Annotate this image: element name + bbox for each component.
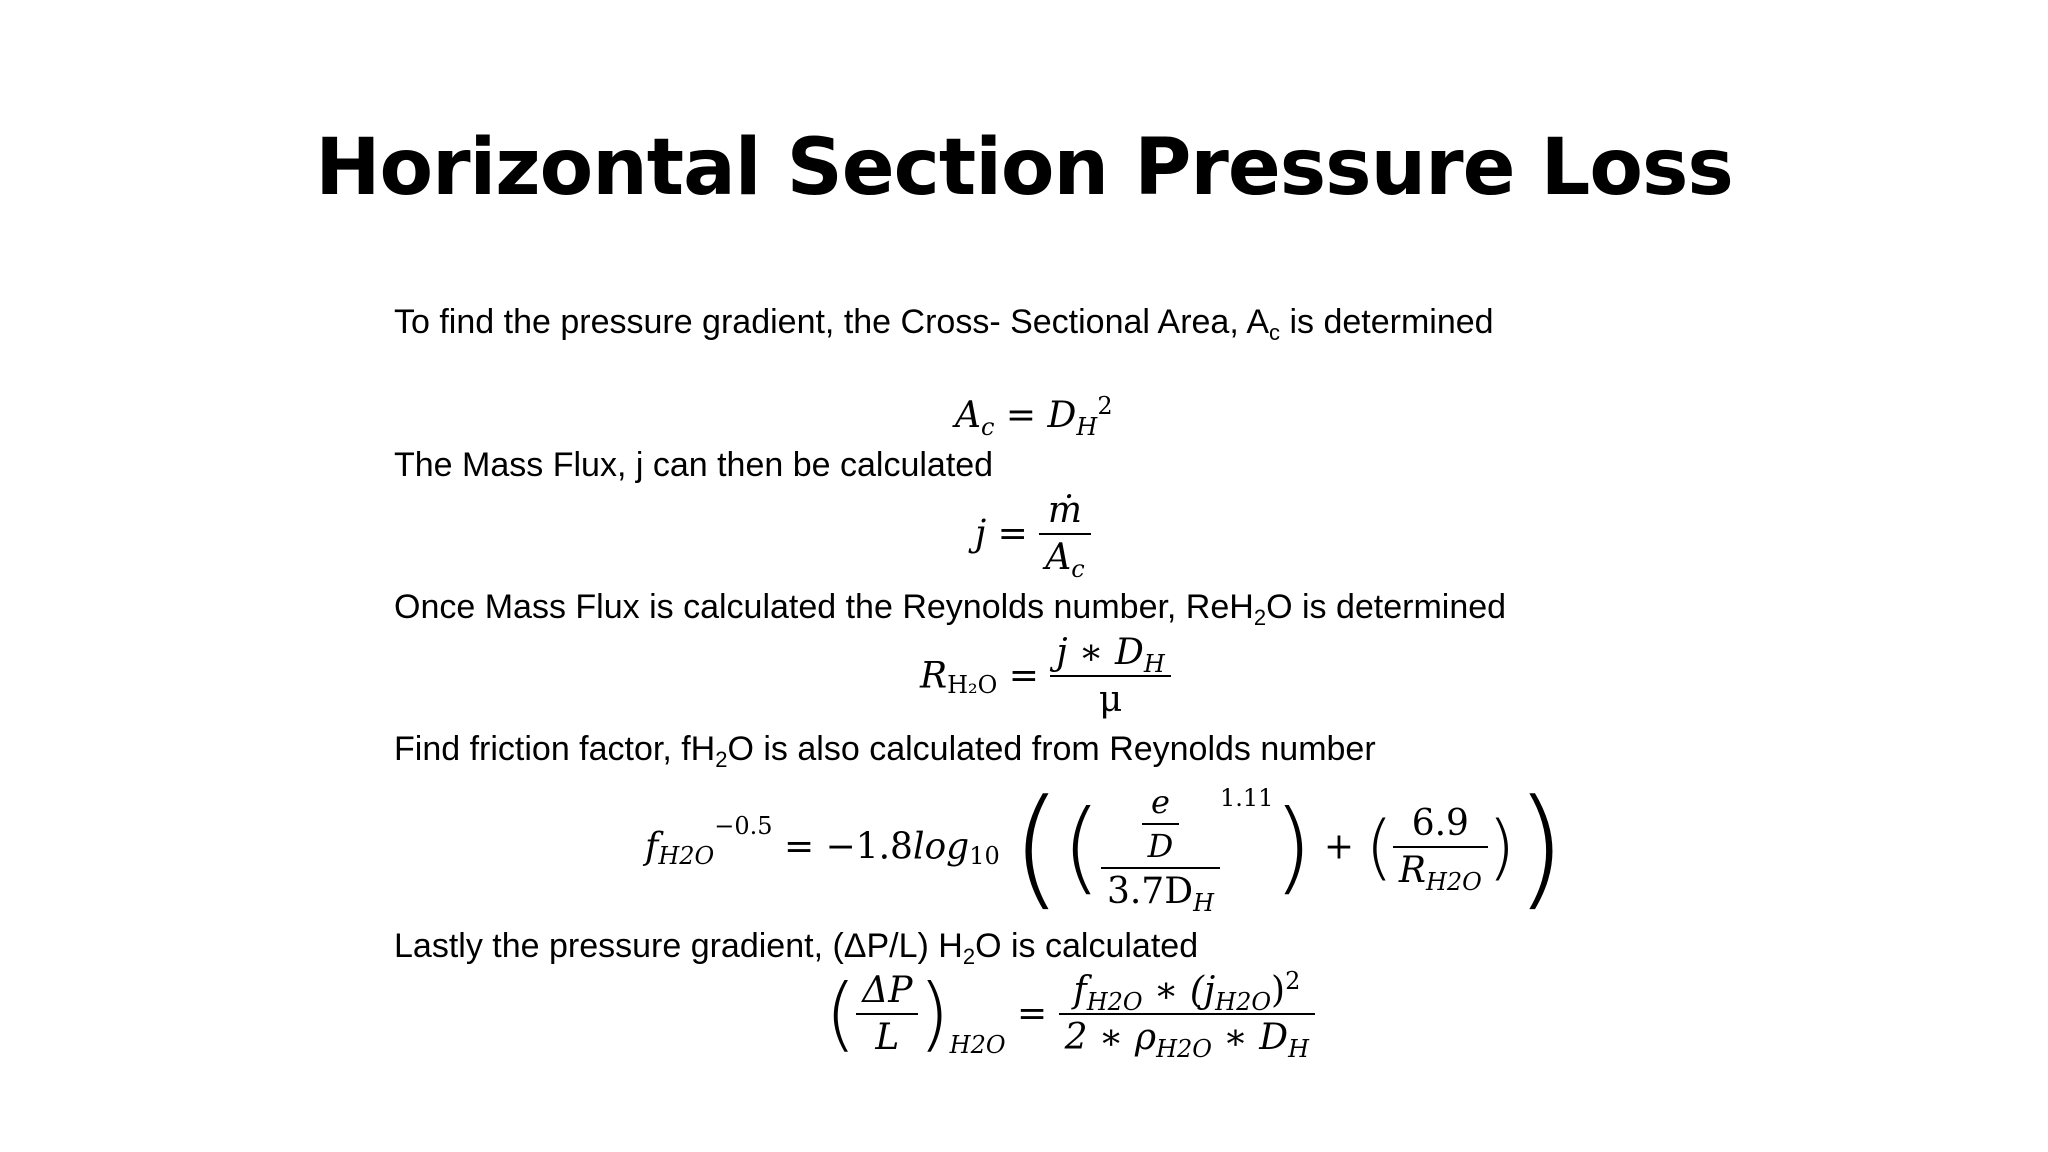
eq-operator: = bbox=[1017, 993, 1048, 1035]
eq-numerator bbox=[1101, 783, 1220, 869]
paren-open-inner: ( bbox=[1061, 788, 1101, 905]
eq-numerator: 6.9 bbox=[1393, 803, 1488, 848]
paren-open-r: ( bbox=[1365, 806, 1393, 888]
text-line-gradient bbox=[394, 926, 1199, 969]
slide-title: Horizontal Section Pressure Loss bbox=[315, 123, 1733, 213]
eq-subscript: H bbox=[1288, 1035, 1310, 1064]
eq-symbol: ∗ D bbox=[1211, 1017, 1289, 1058]
eq-subscript: H2O bbox=[658, 842, 715, 871]
eq-log: log bbox=[912, 826, 970, 868]
eq-symbol: j ∗ D bbox=[1056, 632, 1144, 673]
eq-fraction bbox=[1039, 490, 1090, 584]
equation-area bbox=[955, 392, 1113, 442]
equation-flux bbox=[975, 490, 1091, 584]
paren-open: ( bbox=[825, 967, 857, 1060]
eq-symbol: 3.7D bbox=[1106, 870, 1194, 912]
text-line-area bbox=[394, 302, 1494, 345]
eq-symbol: R bbox=[1398, 850, 1426, 891]
eq-fraction bbox=[1059, 967, 1315, 1064]
eq-operator: = bbox=[1008, 655, 1039, 697]
eq-numerator bbox=[1050, 632, 1170, 677]
text-pre: Find friction factor, fH bbox=[394, 730, 716, 768]
eq-fraction bbox=[1101, 782, 1220, 917]
paren-close-outer: ) bbox=[1515, 771, 1566, 923]
eq-subscript: H2O bbox=[1215, 988, 1272, 1017]
eq-symbol: ) bbox=[1271, 970, 1286, 1011]
eq-subscript: H2O bbox=[1086, 988, 1143, 1017]
eq-symbol: 2 ∗ ρ bbox=[1064, 1017, 1157, 1058]
eq-denominator: μ bbox=[1098, 679, 1123, 720]
equation-reynolds bbox=[920, 632, 1171, 720]
paren-close-r: ) bbox=[1487, 806, 1516, 888]
text-pre: Once Mass Flux is calculated the Reynolds number, ReH bbox=[394, 588, 1254, 626]
text-post: is determined bbox=[1280, 303, 1494, 341]
eq-symbol: R bbox=[920, 655, 948, 697]
eq-superscript: 2 bbox=[1097, 392, 1113, 420]
text-sub: 2 bbox=[962, 944, 976, 969]
eq-denominator: L bbox=[875, 1017, 900, 1058]
text-line-reynolds bbox=[394, 587, 1507, 630]
eq-subscript: c bbox=[981, 413, 995, 442]
eq-denominator bbox=[1393, 848, 1488, 897]
eq-denominator bbox=[1101, 869, 1220, 917]
equation-friction bbox=[645, 771, 1566, 923]
eq-symbol: D bbox=[1047, 395, 1077, 436]
eq-subscript: H bbox=[1076, 413, 1098, 442]
eq-subscript: H bbox=[1143, 650, 1165, 679]
eq-symbol: j bbox=[975, 513, 987, 555]
text-pre: Lastly the pressure gradient, (ΔP/L) H bbox=[394, 927, 963, 965]
eq-subscript: c bbox=[1071, 555, 1085, 584]
equation-gradient bbox=[825, 967, 1315, 1064]
eq-denominator bbox=[1059, 1015, 1315, 1064]
eq-denominator bbox=[1039, 535, 1090, 584]
eq-symbol: ∗ (j bbox=[1142, 970, 1216, 1011]
eq-operator: + bbox=[1323, 826, 1355, 868]
eq-symbol: f bbox=[1073, 970, 1087, 1011]
eq-exponent: 1.11 bbox=[1220, 784, 1274, 812]
eq-inner-fraction bbox=[1142, 783, 1180, 865]
eq-subscript: 10 bbox=[969, 842, 1000, 871]
eq-symbol: A bbox=[1045, 537, 1072, 578]
text-post: O is determined bbox=[1266, 588, 1507, 626]
text-line-friction bbox=[394, 729, 1376, 772]
eq-fraction bbox=[1050, 632, 1170, 720]
eq-operator: = bbox=[997, 513, 1028, 555]
eq-operator: = bbox=[1005, 395, 1037, 436]
eq-superscript: 2 bbox=[1285, 967, 1301, 995]
eq-subscript: H2O bbox=[949, 1031, 1006, 1059]
eq-numerator: ΔP bbox=[856, 970, 918, 1015]
text-line-flux bbox=[394, 445, 993, 485]
eq-symbol: f bbox=[645, 826, 659, 868]
text-post: O is calculated bbox=[975, 927, 1199, 965]
eq-operator: = −1.8 bbox=[783, 826, 913, 868]
text-sub: 2 bbox=[1253, 605, 1267, 630]
paren-open-outer: ( bbox=[1011, 771, 1062, 923]
eq-numerator bbox=[1059, 967, 1315, 1017]
eq-fraction bbox=[856, 970, 918, 1058]
eq-numerator: e bbox=[1142, 783, 1180, 825]
paren-close: ) bbox=[918, 967, 950, 1060]
text-post: O is also calculated from Reynolds number bbox=[727, 730, 1376, 768]
text-pre: The Mass Flux, j can then be calculated bbox=[394, 446, 994, 484]
eq-subscript: H2O bbox=[1156, 1035, 1212, 1064]
text-sub: 2 bbox=[715, 747, 728, 772]
eq-subscript: H₂O bbox=[947, 671, 998, 700]
eq-subscript: H2O bbox=[1425, 868, 1482, 897]
eq-fraction bbox=[1393, 803, 1488, 897]
eq-symbol: A bbox=[955, 395, 981, 436]
eq-superscript: −0.5 bbox=[714, 812, 773, 840]
eq-numerator: ṁ bbox=[1039, 490, 1090, 535]
eq-subscript: H bbox=[1193, 888, 1214, 917]
text-pre: To find the pressure gradient, the Cross- Sectional Area, A bbox=[394, 303, 1270, 341]
eq-denominator: D bbox=[1147, 826, 1174, 865]
text-sub: c bbox=[1269, 320, 1281, 345]
paren-close-inner: ) bbox=[1273, 788, 1313, 905]
